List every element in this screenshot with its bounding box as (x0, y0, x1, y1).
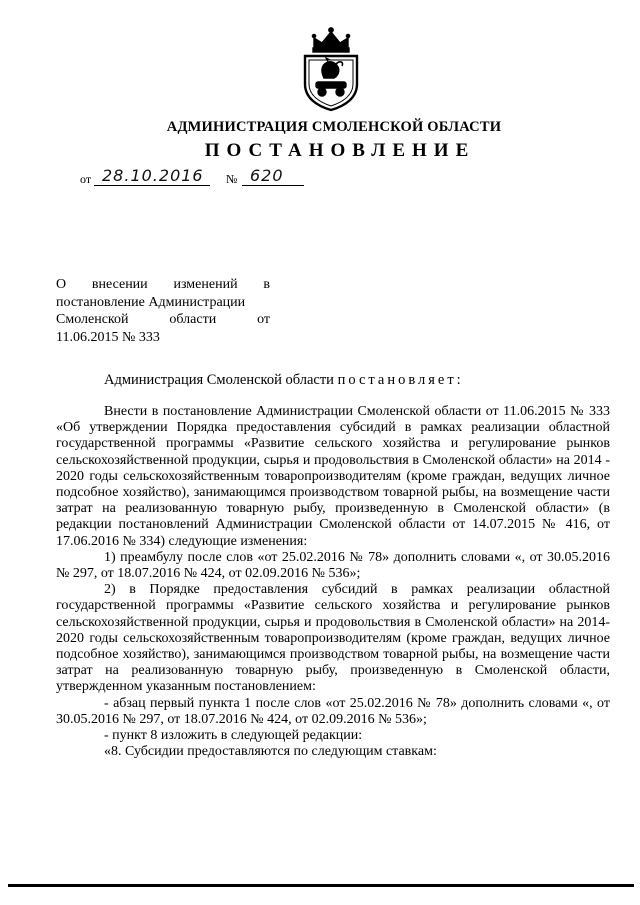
body-paragraph: Внести в постановление Администрации Смоленской области от 11.06.2015 № 333 «Об утверждении Порядка предоставления субсидий в рамках реализации областной государственной программы «Развитие сельского хозяйства и регулирование рынков сельскохозяйственной продукции, сырья и продовольствия в Смоленской области» на 2014 - 2020 годы сельскохозяйственным товаропроизводителям (кроме граждан, ведущих личное подсобное хозяйство), занимающимся производством товарной рыбы, на возмещение части затрат на реализованную товарную рыбу, произведенную в Смоленской области» (в редакции постановлений Администрации Смоленской области от 14.07.2015 № 416, от 17.06.2016 № 334) следующие изменения: (56, 404, 610, 549)
body-paragraph: - пункт 8 изложить в следующей редакции: (104, 728, 363, 744)
subject-line: О внесении изменений в (56, 277, 270, 292)
document-body (56, 404, 610, 760)
date-underline (94, 185, 210, 186)
subject-line: Смоленской области от (56, 312, 270, 327)
organization-name: АДМИНИСТРАЦИЯ СМОЛЕНСКОЙ ОБЛАСТИ (166, 119, 502, 135)
subject-block (56, 276, 270, 346)
document-type-title: ПОСТАНОВЛЕНИЕ (204, 140, 476, 161)
body-paragraph: 2) в Порядке предоставления субсидий в рамках реализации областной государственной программы «Развитие сельского хозяйства и регулирование рынков сельскохозяйственной продукции, сырья и продовольствия в Смоленской области» на 2014-2020 годы сельскохозяйственным товаропроизводителям (кроме граждан, ведущих личное подсобное хозяйство), занимающимся производством товарной рыбы, на возмещение части затрат на реализованную товарную рыбу, произведенную в Смоленской области, утвержденном указанным постановлением: (56, 582, 610, 695)
date-prefix: от (80, 172, 92, 186)
number-value: 620 (250, 166, 284, 185)
coat-of-arms-icon (300, 26, 362, 112)
number-prefix: № (226, 172, 238, 186)
body-paragraph: - абзац первый пункта 1 после слов «от 25.02.2016 № 78» дополнить словами «, от 30.05.2016 № 297, от 18.07.2016 № 424, от 02.09.2016 № 536»; (56, 695, 610, 727)
number-underline (242, 185, 304, 186)
resolve-word: постановляет: (337, 372, 464, 388)
subject-line: постановление Администрации (56, 294, 246, 310)
body-paragraph: 1) преамбулу после слов «от 25.02.2016 № 78» дополнить словами «, от 30.05.2016 № 297, от 18.07.2016 № 424, от 02.09.2016 № 536»; (56, 549, 610, 582)
resolve-prefix: Администрация Смоленской области (104, 372, 338, 388)
resolve-line (104, 372, 464, 389)
body-paragraph: «8. Субсидии предоставляются по следующим ставкам: (104, 744, 437, 760)
page-bottom-rule (8, 884, 634, 887)
date-value: 28.10.2016 (102, 166, 204, 185)
subject-line: 11.06.2015 № 333 (56, 329, 160, 345)
